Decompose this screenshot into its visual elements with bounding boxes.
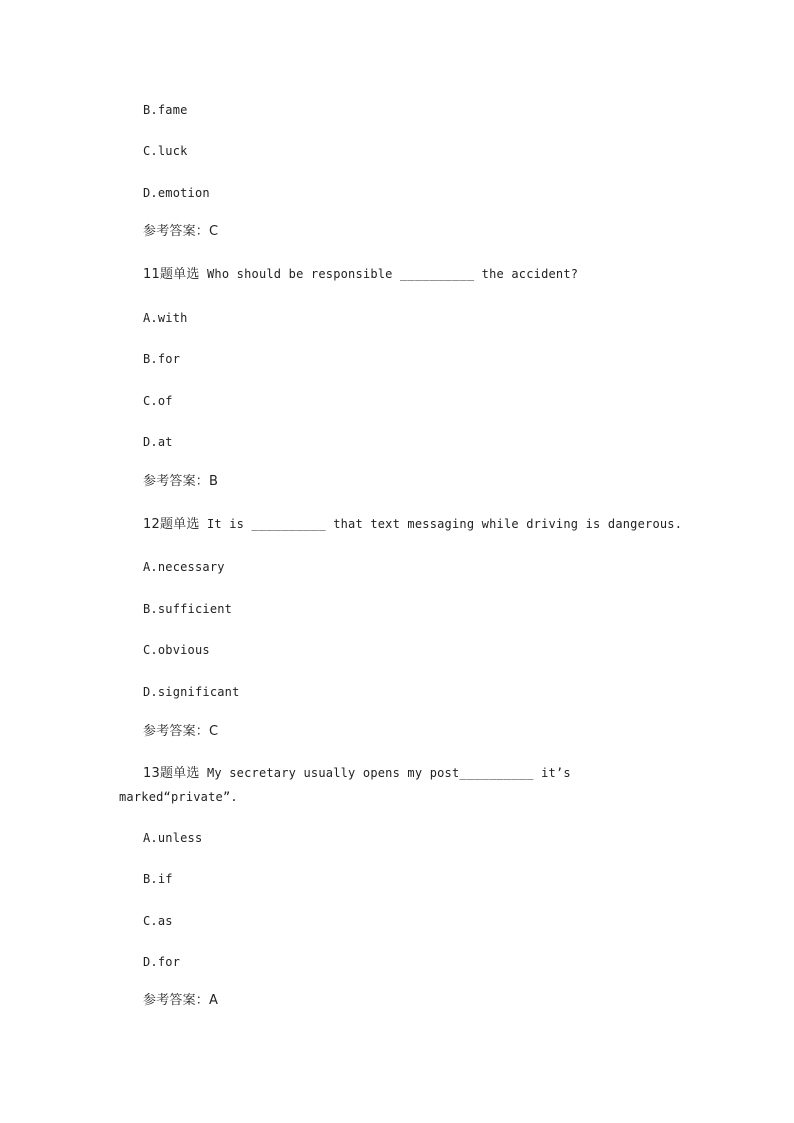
q12-answer: 参考答案：C xyxy=(143,724,219,739)
q13-stem-line2: marked“private”. xyxy=(119,790,238,804)
q11-option-b: B.for xyxy=(143,352,181,366)
q12-option-d: D.significant xyxy=(143,685,240,699)
q11-stem-line xyxy=(143,266,578,283)
q12-number: 12题单选 xyxy=(143,517,200,532)
q10-answer: 参考答案：C xyxy=(143,224,219,239)
q11-option-d: D.at xyxy=(143,435,173,449)
q10-option-d: D.emotion xyxy=(143,186,210,200)
q12-option-a: A.necessary xyxy=(143,560,225,574)
q13-stem-line1 xyxy=(143,765,571,782)
q11-option-a: A.with xyxy=(143,311,188,325)
q11-option-c: C.of xyxy=(143,394,173,408)
q12-stem-line xyxy=(143,516,682,533)
q10-option-b: B.fame xyxy=(143,103,188,117)
q13-option-a: A.unless xyxy=(143,831,203,845)
q13-option-b: B.if xyxy=(143,872,173,886)
q12-option-b: B.sufficient xyxy=(143,602,233,616)
q13-option-d: D.for xyxy=(143,955,181,969)
q12-stem: It is __________ that text messaging while driving is dangerous. xyxy=(199,517,683,531)
q11-answer: 参考答案：B xyxy=(143,474,219,489)
q12-option-c: C.obvious xyxy=(143,643,210,657)
q11-number: 11题单选 xyxy=(143,267,200,282)
q10-option-c: C.luck xyxy=(143,144,188,158)
q13-answer: 参考答案：A xyxy=(143,993,219,1008)
q13-option-c: C.as xyxy=(143,914,173,928)
q13-number: 13题单选 xyxy=(143,766,200,781)
q13-stem-first: My secretary usually opens my post__________ it’s xyxy=(199,766,571,780)
q11-stem: Who should be responsible __________ the accident? xyxy=(199,267,579,281)
